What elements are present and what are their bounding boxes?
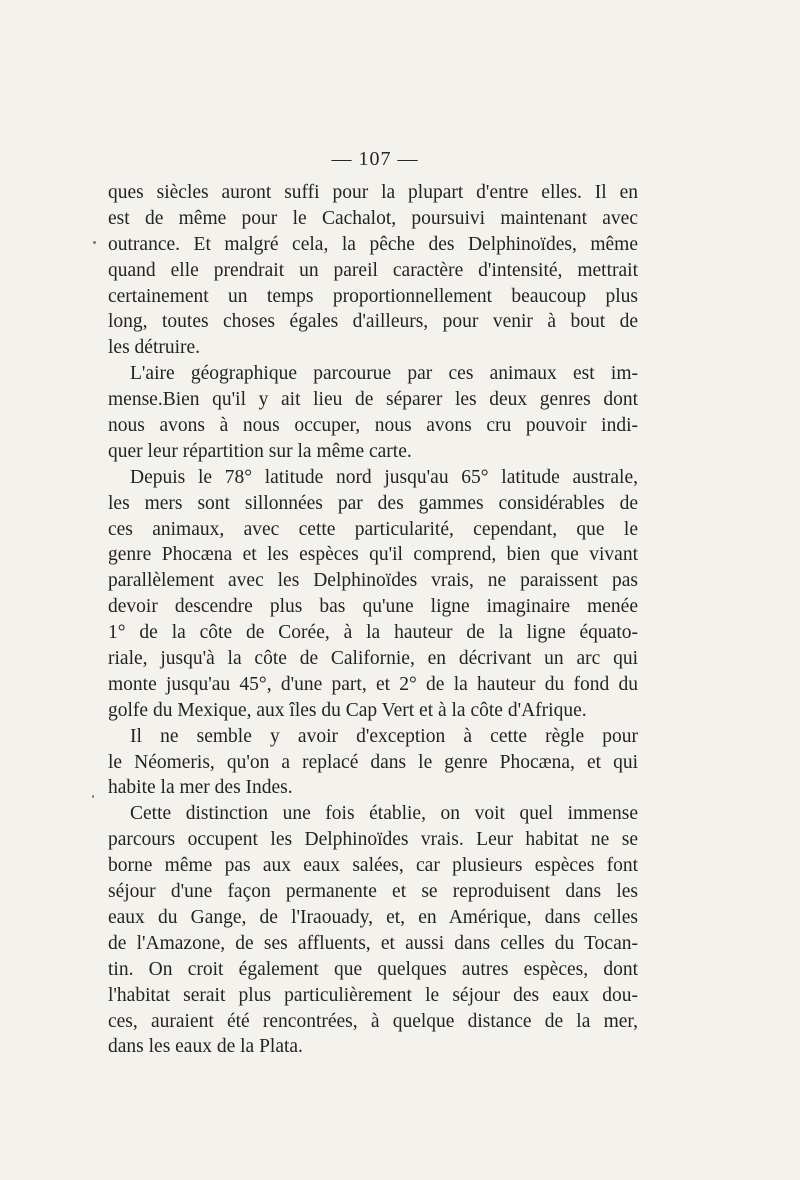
text-line: dans les eaux de la Plata. xyxy=(108,1036,303,1058)
text-line: les détruire. xyxy=(108,337,201,359)
text-line: tin. On croit également que quelques autres espèces, dont xyxy=(108,958,638,980)
text-line: l'habitat serait plus particulièrement le séjour des eaux dou- xyxy=(108,984,638,1006)
text-line: ces animaux, avec cette particularité, cependant, que le xyxy=(108,518,638,540)
text-line: Il ne semble y avoir d'exception à cette règle pour xyxy=(130,725,638,747)
text-line: parcours occupent les Delphinoïdes vrais. Leur habitat ne se xyxy=(108,829,638,851)
text-line: est de même pour le Cachalot, poursuivi maintenant avec xyxy=(108,207,638,229)
text-line: Depuis le 78° latitude nord jusqu'au 65° latitude australe, xyxy=(130,466,638,488)
text-line: certainement un temps proportionnellement beaucoup plus xyxy=(108,285,638,307)
paragraph-4 xyxy=(108,724,638,802)
text-line: parallèlement avec les Delphinoïdes vrais, ne paraissent pas xyxy=(108,570,638,592)
text-line: long, toutes choses égales d'ailleurs, pour venir à bout de xyxy=(108,311,638,333)
paragraph-1 xyxy=(108,180,638,361)
paragraph-5 xyxy=(108,801,638,1060)
paragraph-2 xyxy=(108,361,638,465)
text-line: monte jusqu'au 45°, d'une part, et 2° de la hauteur du fond du xyxy=(108,673,638,695)
paragraph-3 xyxy=(108,465,638,724)
text-line: golfe du Mexique, aux îles du Cap Vert et à la côte d'Afrique. xyxy=(108,699,587,721)
text-line: borne même pas aux eaux salées, car plusieurs espèces font xyxy=(108,855,638,877)
text-line: les mers sont sillonnées par des gammes considérables de xyxy=(108,492,638,514)
text-line: ques siècles auront suffi pour la plupart d'entre elles. Il en xyxy=(108,182,638,203)
text-line: de l'Amazone, de ses affluents, et aussi dans celles du Tocan- xyxy=(108,932,638,954)
text-line: riale, jusqu'à la côte de Californie, en décrivant un arc qui xyxy=(108,648,638,670)
body-text xyxy=(108,180,638,1060)
text-line: quer leur répartition sur la même carte. xyxy=(108,440,412,462)
text-line: ces, auraient été rencontrées, à quelque distance de la mer, xyxy=(108,1010,638,1032)
text-line: 1° de la côte de Corée, à la hauteur de la ligne équato- xyxy=(108,622,638,644)
text-line: séjour d'une façon permanente et se reproduisent dans les xyxy=(108,881,638,903)
text-line: L'aire géographique parcourue par ces animaux est im- xyxy=(130,363,638,385)
text-line: quand elle prendrait un pareil caractère d'intensité, mettrait xyxy=(108,259,638,281)
text-line: eaux du Gange, de l'Iraouady, et, en Amérique, dans celles xyxy=(108,906,638,928)
text-line: nous avons à nous occuper, nous avons cru pouvoir indi- xyxy=(108,415,638,437)
text-line: habite la mer des Indes. xyxy=(108,777,293,799)
text-line: outrance. Et malgré cela, la pêche des Delphinoïdes, même xyxy=(108,233,638,255)
text-line: mense.Bien qu'il y ait lieu de séparer les deux genres dont xyxy=(108,389,638,411)
scan-speck xyxy=(92,795,94,798)
page-number: — 107 — xyxy=(331,148,419,170)
text-line: genre Phocæna et les espèces qu'il comprend, bien que vivant xyxy=(108,544,638,566)
text-line: Cette distinction une fois établie, on voit quel immense xyxy=(130,803,638,825)
text-line: devoir descendre plus bas qu'une ligne imaginaire menée xyxy=(108,596,638,618)
text-line: le Néomeris, qu'on a replacé dans le genre Phocæna, et qui xyxy=(108,751,638,773)
scan-speck xyxy=(93,241,96,244)
